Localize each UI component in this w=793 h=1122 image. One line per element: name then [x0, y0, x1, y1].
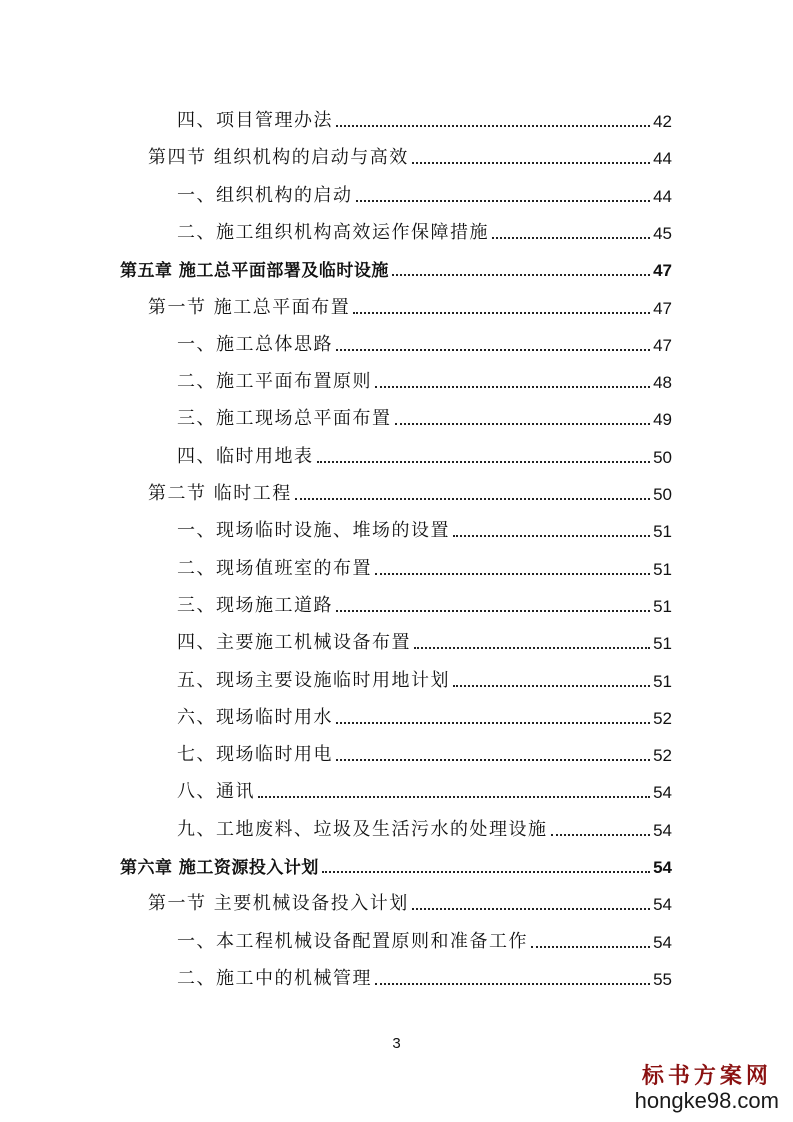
toc-entry [0, 516, 672, 542]
toc-entry-page: 44 [653, 186, 672, 206]
toc-entry-label: 第二节 临时工程 [148, 483, 292, 504]
toc-entry-label: 五、现场主要设施临时用地计划 [177, 669, 450, 691]
dot-leader [317, 461, 651, 463]
toc-entry [0, 330, 672, 356]
toc-entry-page: 52 [653, 708, 672, 728]
toc-entry [0, 591, 672, 617]
toc-entry [0, 181, 672, 207]
toc-entry-label: 第一节 主要机械设备投入计划 [148, 893, 409, 915]
watermark-title: 标书方案网 [641, 1063, 772, 1089]
site-watermark [635, 1059, 779, 1114]
toc-entry-label: 第五章 施工总平面部署及临时设施 [120, 261, 389, 282]
dot-leader [412, 162, 650, 164]
toc-entry-page: 47 [653, 298, 672, 318]
toc-entry-page: 51 [653, 671, 672, 691]
dot-leader [375, 573, 650, 575]
toc-entry-page: 44 [653, 149, 672, 169]
toc-entry [0, 815, 672, 841]
toc-entry [0, 554, 672, 580]
toc-entry-label: 一、组织机构的启动 [177, 184, 353, 206]
dot-leader [375, 386, 650, 388]
toc-entry-label: 二、施工平面布置原则 [177, 371, 372, 393]
dot-leader [412, 908, 650, 910]
toc-entry-page: 55 [653, 969, 672, 989]
toc-entry-label: 一、现场临时设施、堆场的设置 [177, 520, 450, 542]
toc-entry [0, 740, 672, 766]
dot-leader [453, 535, 650, 537]
watermark-url: hongke98.com [634, 1088, 779, 1113]
toc-entry [0, 218, 672, 244]
dot-leader [392, 274, 650, 276]
toc-entry-label: 第一节 施工总平面布置 [148, 296, 351, 318]
toc-entry [0, 703, 672, 729]
toc-entry-label: 一、施工总体思路 [177, 333, 333, 355]
toc-entry [0, 106, 672, 132]
toc-entry-page: 50 [653, 447, 672, 467]
toc-entry-label: 三、施工现场总平面布置 [177, 408, 392, 430]
toc-entry-label: 八、通讯 [177, 781, 255, 803]
toc-entry-label: 二、现场值班室的布置 [177, 557, 372, 579]
toc-entry-page: 51 [653, 559, 672, 579]
toc-entry [0, 367, 672, 393]
toc-entry-label: 九、工地废料、垃圾及生活污水的处理设施 [177, 818, 548, 840]
toc-entry-label: 三、现场施工道路 [177, 594, 333, 616]
toc-entry [0, 255, 672, 281]
toc-entry-label: 第六章 施工资源投入计划 [120, 858, 319, 878]
toc-entry-page: 47 [653, 261, 672, 281]
toc-entry [0, 479, 672, 505]
toc-entry [0, 442, 672, 468]
toc-entry-label: 第四节 组织机构的启动与高效 [148, 147, 409, 169]
dot-leader [322, 871, 650, 873]
toc-entry-page: 50 [653, 485, 672, 504]
toc-entry-label: 四、项目管理办法 [177, 110, 333, 131]
toc-entry-page: 45 [653, 223, 672, 243]
dot-leader [375, 983, 650, 985]
toc-entry-page: 54 [653, 932, 672, 952]
dot-leader [295, 498, 650, 500]
toc-entry-label: 七、现场临时用电 [177, 744, 333, 766]
dot-leader [336, 722, 650, 724]
toc-entry [0, 293, 672, 319]
toc-entry-page: 47 [653, 335, 672, 355]
toc-entry-label: 一、本工程机械设备配置原则和准备工作 [177, 930, 528, 952]
dot-leader [395, 423, 651, 425]
dot-leader [336, 349, 650, 351]
toc-entry-page: 54 [653, 820, 672, 840]
dot-leader [258, 796, 650, 798]
toc-entry-page: 54 [653, 783, 672, 803]
dot-leader [453, 685, 650, 687]
toc-entry [0, 964, 672, 990]
toc-entry-label: 六、现场临时用水 [177, 706, 333, 728]
toc-entry [0, 889, 672, 915]
toc-entry-page: 49 [653, 410, 672, 430]
page-number: 3 [392, 1035, 401, 1052]
toc-entry [0, 404, 672, 430]
toc-entry-page: 51 [653, 522, 672, 542]
toc-entry-label: 四、主要施工机械设备布置 [177, 632, 411, 654]
toc-entry-page: 54 [653, 858, 672, 877]
toc-entry [0, 777, 672, 803]
toc-entry-page: 52 [653, 746, 672, 766]
toc-entry-page: 54 [653, 895, 672, 915]
toc-entry [0, 927, 672, 953]
dot-leader [531, 946, 650, 948]
toc-entry-label: 二、施工中的机械管理 [177, 967, 372, 989]
toc-entry [0, 143, 672, 169]
toc-entry-page: 42 [653, 112, 672, 131]
toc-entry-page: 48 [653, 373, 672, 393]
dot-leader [336, 610, 650, 612]
toc-entry-label: 四、临时用地表 [177, 445, 314, 467]
toc-entry [0, 628, 672, 654]
toc-entry-label: 二、施工组织机构高效运作保障措施 [177, 221, 489, 243]
toc-entry-page: 51 [653, 596, 672, 616]
dot-leader [492, 237, 650, 239]
toc-entry [0, 852, 672, 878]
dot-leader [336, 759, 650, 761]
dot-leader [336, 125, 650, 127]
toc-entry-page: 51 [653, 634, 672, 654]
dot-leader [551, 834, 651, 836]
toc-entry [0, 666, 672, 692]
dot-leader [414, 647, 650, 649]
dot-leader [356, 200, 651, 202]
dot-leader [353, 312, 650, 314]
